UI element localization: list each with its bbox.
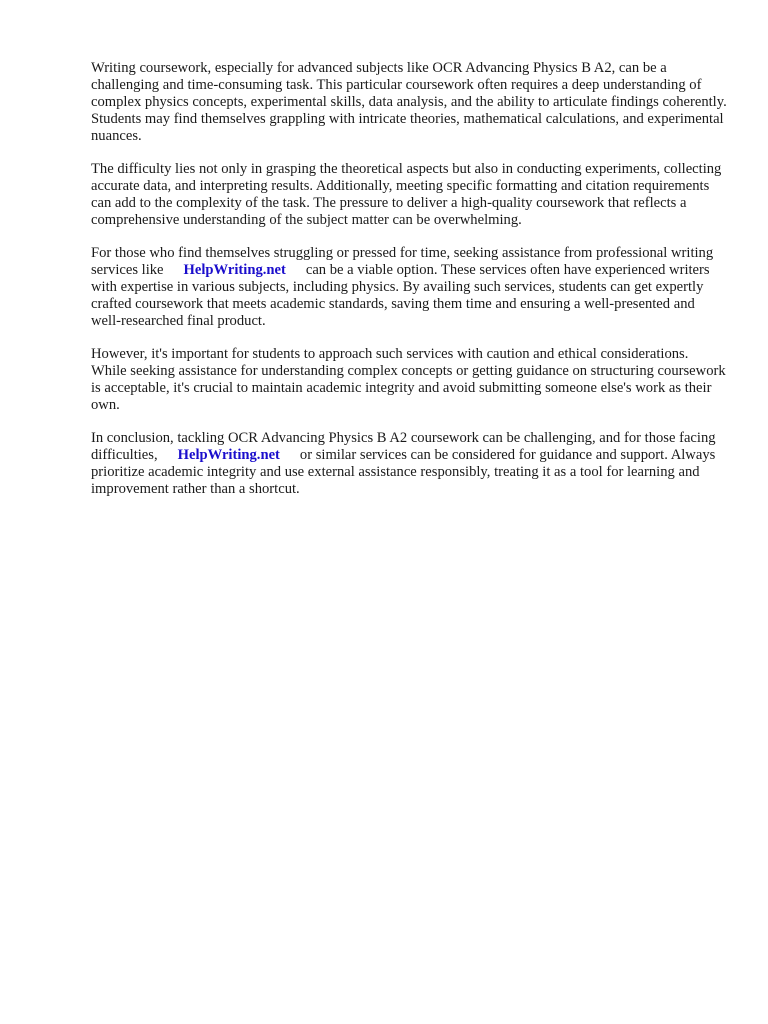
- document-body: [91, 60, 727, 514]
- helpwriting-link[interactable]: HelpWriting.net: [183, 262, 286, 278]
- paragraph-text-after-link: can be a viable option. These services often have experienced writers with expertise in various subjects, including physics. By availing such services, students can get expertly crafted coursework that meets academic standards, saving them time and ensuring a well-presented and well-researched final product.: [91, 262, 710, 329]
- paragraph-conclusion: [91, 430, 727, 498]
- paragraph-difficulty: [91, 161, 727, 229]
- paragraph-caution: [91, 346, 727, 414]
- paragraph-assistance: [91, 245, 727, 330]
- paragraph-intro: [91, 60, 727, 145]
- paragraph-text: The difficulty lies not only in grasping the theoretical aspects but also in conducting experiments, collecting accurate data, and interpreting results. Additionally, meeting specific formatting and citation requirements can add to the complexity of the task. The pressure to deliver a high-quality coursework that reflects a comprehensive understanding of the subject matter can be overwhelming.: [91, 161, 722, 228]
- paragraph-text: However, it's important for students to approach such services with caution and ethical considerations. While seeking assistance for understanding complex concepts or getting guidance on structuring coursework is acceptable, it's crucial to maintain academic integrity and avoid submitting someone else's work as their own.: [91, 346, 726, 413]
- paragraph-text-after-link: or similar services can be considered for guidance and support. Always prioritize academic integrity and use external assistance responsibly, treating it as a tool for learning and improvement rather than a shortcut.: [91, 447, 716, 497]
- helpwriting-link[interactable]: HelpWriting.net: [177, 447, 280, 463]
- paragraph-text-before-link: For those who find themselves struggling or pressed for time, seeking assistance from professional writing services like: [91, 245, 714, 278]
- paragraph-text-before-link: In conclusion, tackling OCR Advancing Physics B A2 coursework can be challenging, and for those facing difficulties,: [91, 430, 716, 463]
- paragraph-text: Writing coursework, especially for advanced subjects like OCR Advancing Physics B A2, can be a challenging and time-consuming task. This particular coursework often requires a deep understanding of complex physics concepts, experimental skills, data analysis, and the ability to articulate findings coherently. Students may find themselves grappling with intricate theories, mathematical calculations, and experimental nuances.: [91, 60, 727, 144]
